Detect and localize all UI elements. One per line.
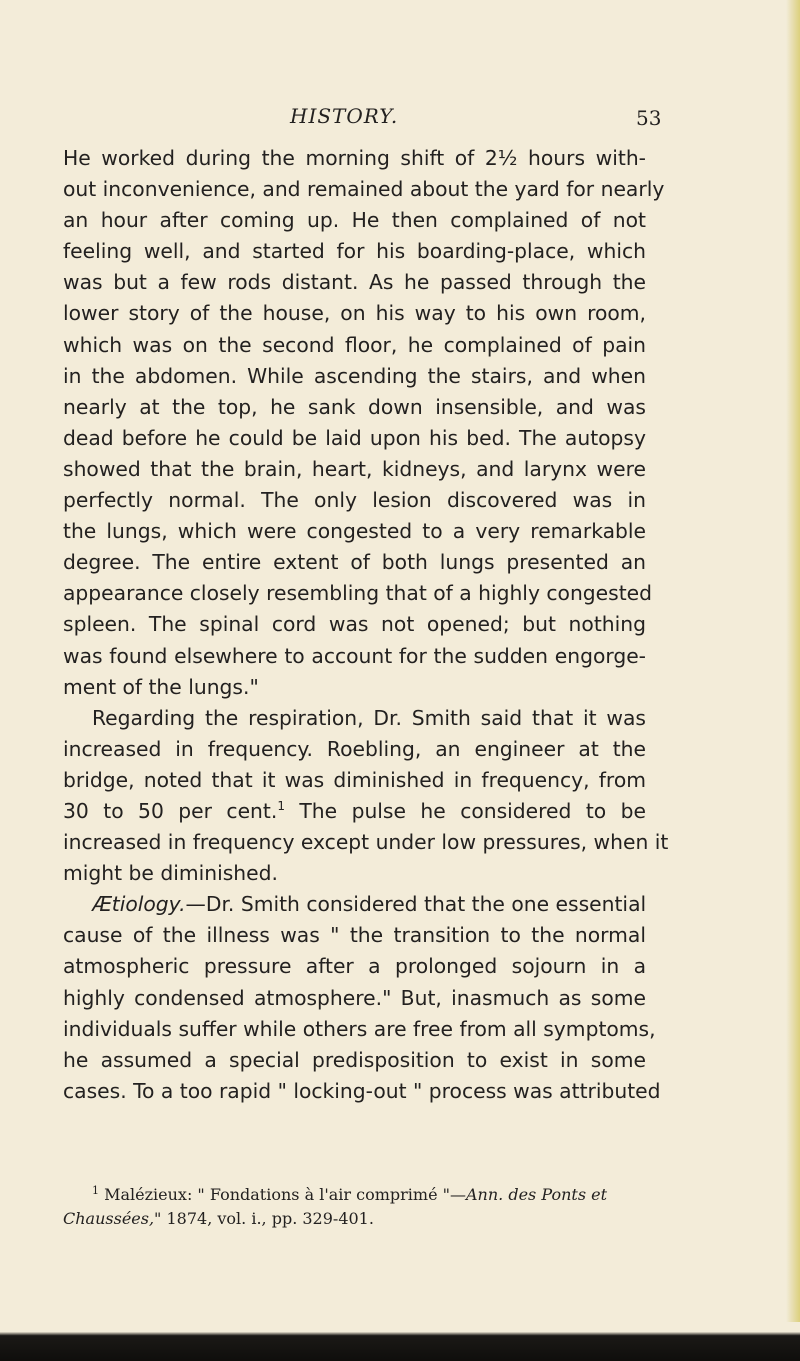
footnote [63,1183,646,1231]
text-line: an hour after coming up. He then complained of not [63,208,646,233]
text-line: out inconvenience, and remained about the yard for nearly [63,177,665,202]
text-line: appearance closely resembling that of a highly congested [63,581,653,606]
section-heading-aetiology: Ætiology. [92,892,186,917]
text-line: which was on the second floor, he complained of pain [63,332,646,357]
text-line: nearly at the top, he sank down insensible, and was [63,394,646,419]
text-line: highly condensed atmosphere." But, inasmuch as some [63,985,646,1010]
text-line: lower story of the house, on his way to his own room, [63,301,646,326]
footnote-journal: Ann. des Ponts et [465,1185,608,1204]
text-line: degree. The entire extent of both lungs presented an [63,550,646,575]
text-line: feeling well, and started for his boarding-place, which [63,239,646,264]
aetiology-line [63,889,646,920]
text-line: was but a few rods distant. As he passed through the [63,270,646,295]
footnote-text: Malézieux: " Fondations à l'air comprimé "— [99,1185,466,1204]
text-line: dead before he could be laid upon his bed. The autopsy [63,425,646,450]
text-line: was found elsewhere to account for the sudden engorge- [63,643,646,668]
text-line: individuals suffer while others are free from all symptoms, [63,1016,656,1041]
text-segment: —Dr. Smith considered that the one essential [185,892,647,917]
text-line: increased in frequency. Roebling, an engineer at the [63,736,646,761]
footnote-text: " 1874, vol. i., pp. 329-401. [154,1209,374,1228]
footnote-marker: 1 [92,1184,99,1197]
footnote-journal: Chaussées, [63,1209,155,1228]
text-line: might be diminished. [63,861,278,886]
footnote-line [63,1207,646,1231]
text-line: cases. To a too rapid " locking-out " process was attributed [63,1078,661,1103]
text-line: showed that the brain, heart, kidneys, and larynx were [63,456,646,481]
text-line: perfectly normal. The only lesion discovered was in [63,488,646,513]
scan-bottom-edge [0,1322,800,1361]
text-line-with-footnote-ref [63,796,646,827]
text-line: bridge, noted that it was diminished in frequency, from [63,767,646,792]
footnote-line [63,1183,646,1207]
footnote-reference: 1 [277,798,285,813]
text-line: ment of the lungs." [63,674,259,699]
text-line: He worked during the morning shift of 2½ hours with- [63,146,646,170]
text-line: Regarding the respiration, Dr. Smith said that it was [92,705,646,730]
body-text [63,143,669,1107]
page-edge [786,0,800,1361]
text-segment: The pulse he considered to be [284,798,647,823]
running-head: HISTORY. [290,104,399,128]
text-line: the lungs, which were congested to a very remarkable [63,519,646,544]
text-segment: 30 to 50 per cent. [63,798,278,823]
text-line: cause of the illness was " the transition to the normal [63,923,646,948]
text-line: in the abdomen. While ascending the stairs, and when [63,363,646,388]
text-line: atmospheric pressure after a prolonged sojourn in a [63,954,646,979]
text-line: he assumed a special predisposition to exist in some [63,1047,646,1072]
page-number: 53 [636,106,662,130]
page-header [0,104,800,134]
text-line: spleen. The spinal cord was not opened; but nothing [63,612,646,637]
text-line: increased in frequency except under low pressures, when it [63,830,669,855]
